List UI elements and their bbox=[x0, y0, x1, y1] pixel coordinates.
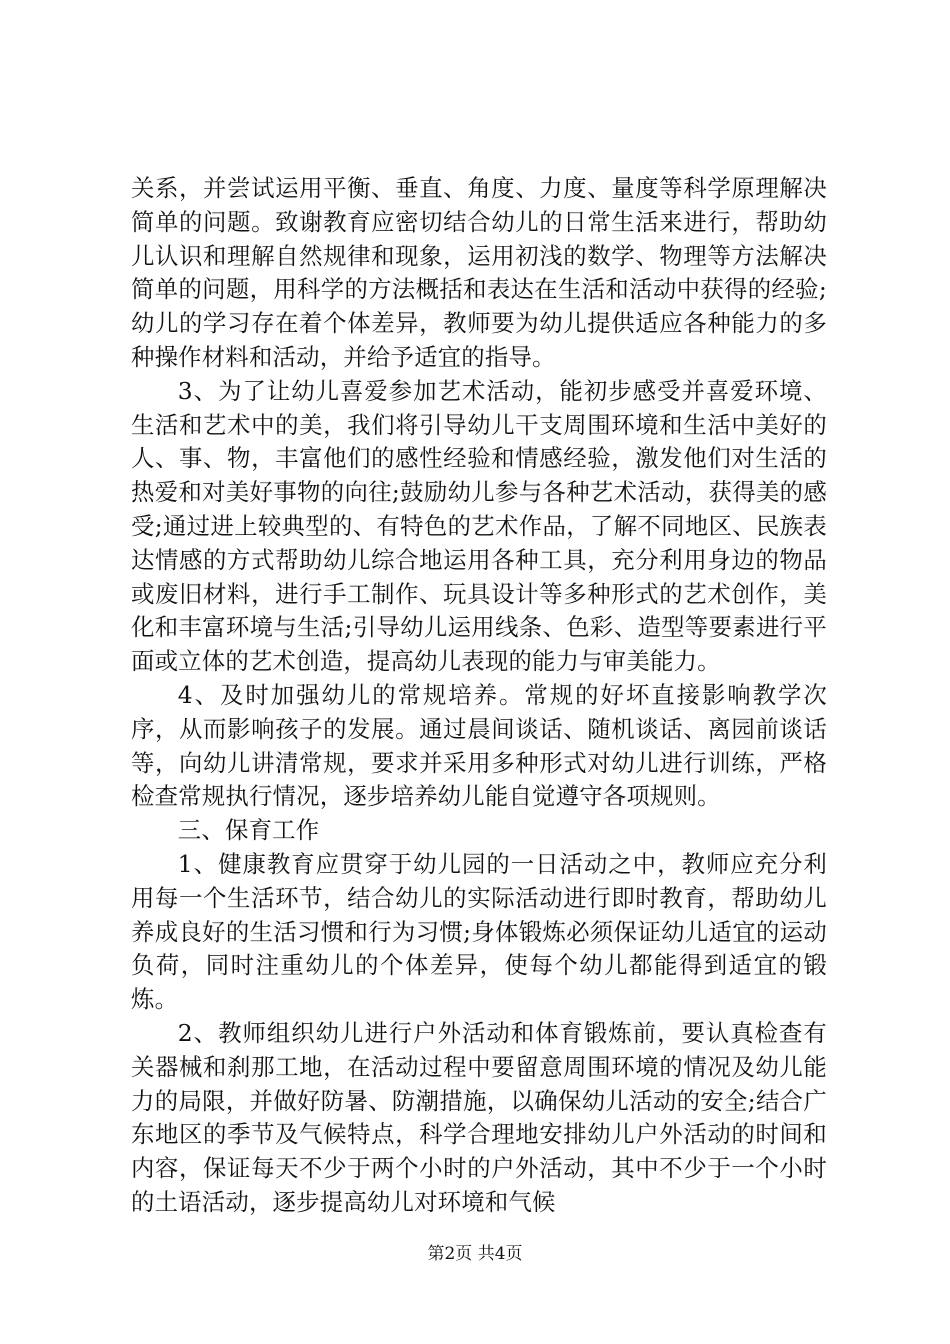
paragraph-science-continued: 关系，并尝试运用平衡、垂直、角度、力度、量度等科学原理解决简单的问题。致谢教育应密切结合幼儿的日常生活来进行，帮助幼儿认识和理解自然规律和现象，运用初浅的数学、物理等方法解决简单的问题，用科学的方法概括和表达在生活和活动中获得的经验;幼儿的学习存在着个体差异，教师要为幼儿提供适应各种能力的多种操作材料和活动，并给予适宜的指导。 bbox=[131, 174, 827, 371]
document-body bbox=[131, 172, 827, 1220]
paragraph-health-education: 1、健康教育应贯穿于幼儿园的一日活动之中，教师应充分利用每一个生活环节，结合幼儿的实际活动进行即时教育，帮助幼儿养成良好的生活习惯和行为习惯;身体锻炼必须保证幼儿适宜的运动负荷，同时注重幼儿的个体差异，使每个幼儿都能得到适宜的锻炼。 bbox=[131, 849, 827, 1014]
paragraph-outdoor-activities: 2、教师组织幼儿进行户外活动和体育锻炼前，要认真检查有关器械和刹那工地，在活动过程中要留意周围环境的情况及幼儿能力的局限，并做好防暑、防潮措施，以确保幼儿活动的安全;结合广东地区的季节及气候特点，科学合理地安排幼儿户外活动的时间和内容，保证每天不少于两个小时的户外活动，其中不少于一个小时的土语活动，逐步提高幼儿对环境和气候 bbox=[131, 1018, 827, 1216]
page-number-footer: 第2页 共4页 bbox=[427, 1244, 523, 1264]
paragraph-art-activities: 3、为了让幼儿喜爱参加艺术活动，能初步感受并喜爱环境、生活和艺术中的美，我们将引导幼儿干支周围环境和生活中美好的人、事、物，丰富他们的感性经验和情感经验，激发他们对生活的热爱和对美好事物的向往;鼓励幼儿参与各种艺术活动，获得美的感受;通过进上较典型的、有特色的艺术作品，了解不同地区、民族表达情感的方式帮助幼儿综合地运用各种工具，充分利用身边的物品或废旧材料，进行手工制作、玩具设计等多种形式的艺术创作，美化和丰富环境与生活;引导幼儿运用线条、色彩、造型等要素进行平面或立体的艺术创造，提高幼儿表现的能力与审美能力。 bbox=[131, 376, 827, 676]
section-heading-childcare: 三、保育工作 bbox=[177, 816, 320, 845]
paragraph-routine-training: 4、及时加强幼儿的常规培养。常规的好坏直接影响教学次序，从而影响孩子的发展。通过晨间谈话、随机谈话、离园前谈话等，向幼儿讲清常规，要求并采用多种形式对幼儿进行训练，严格检查常规执行情况，逐步培养幼儿能自觉遵守各项规则。 bbox=[131, 680, 827, 811]
